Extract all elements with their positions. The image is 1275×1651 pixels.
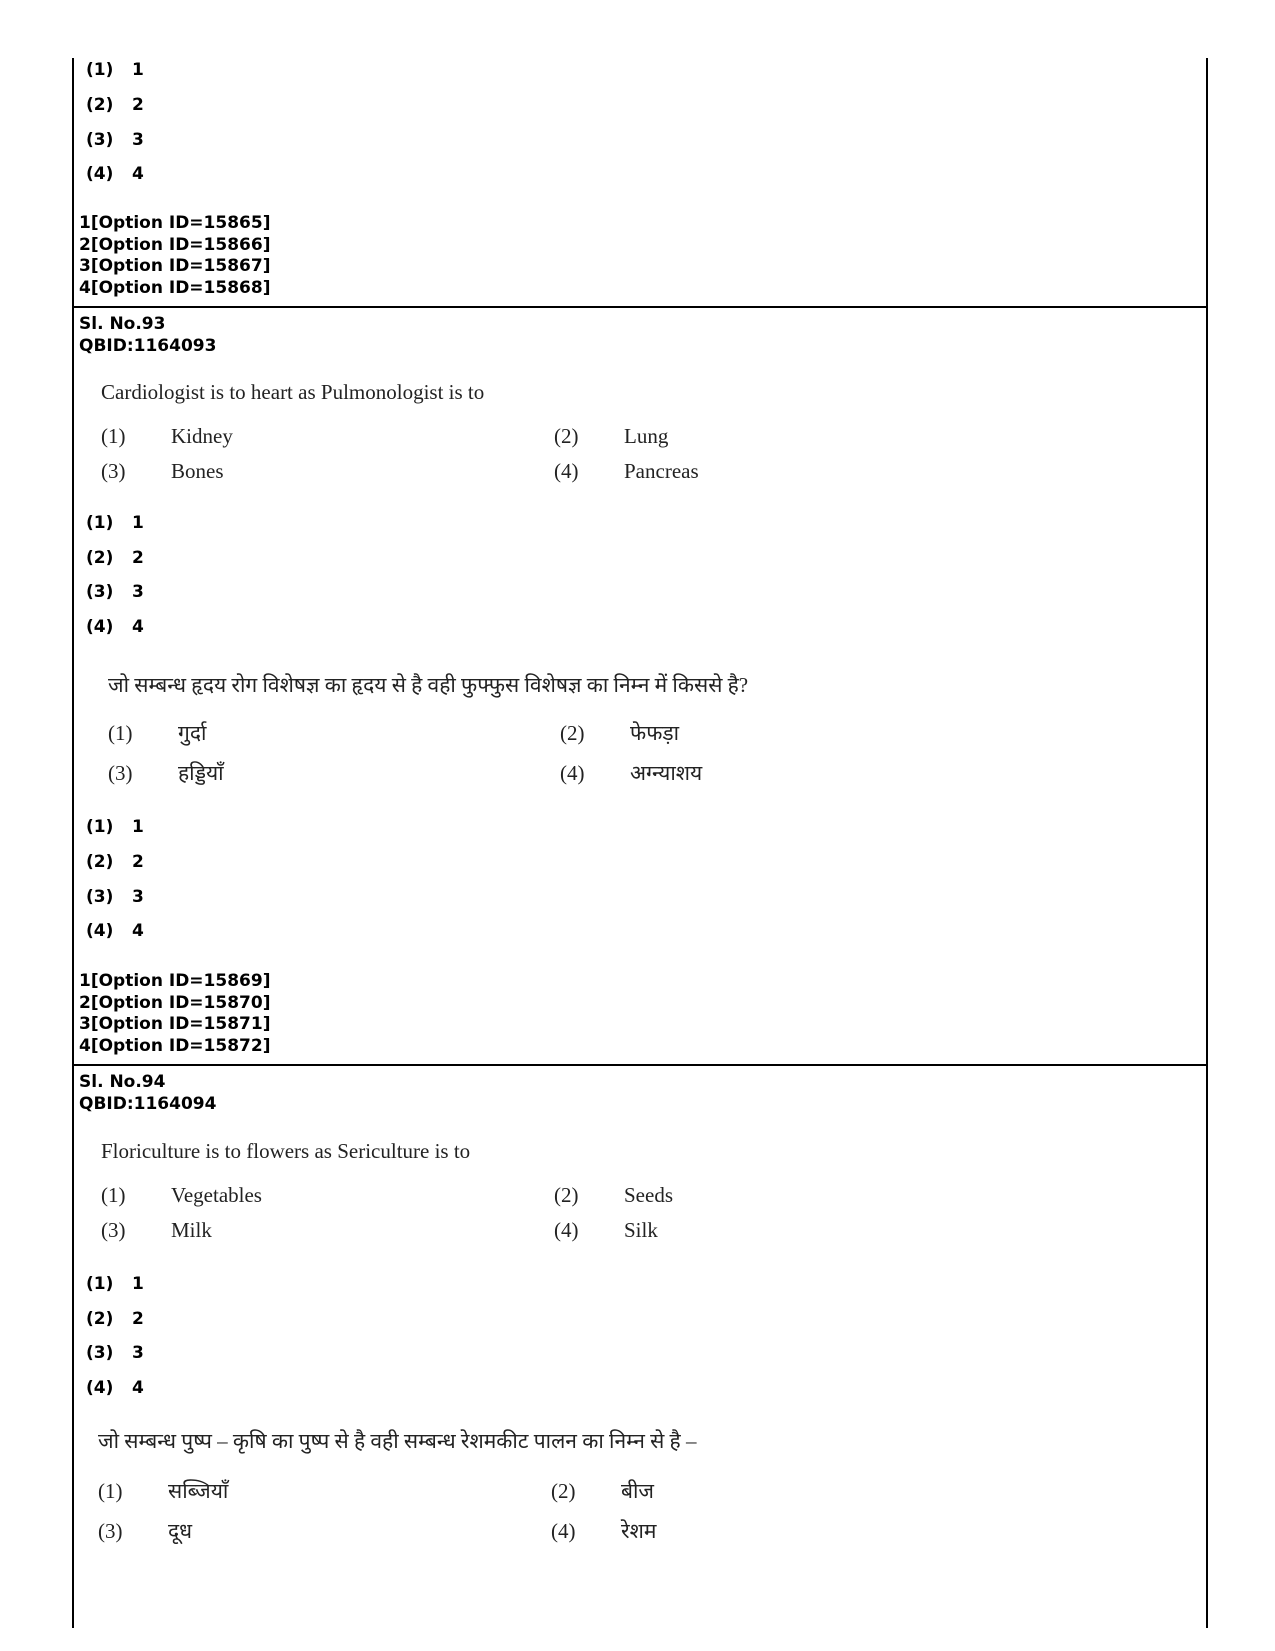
question-text-hi: जो सम्बन्ध पुष्प – कृषि का पुष्प से है वही सम्बन्ध रेशमकीट पालन का निम्न से है – (98, 1429, 697, 1453)
option-hi: (2) बीज (551, 1479, 655, 1503)
answer-option: (1) 1 (86, 1274, 144, 1294)
option-id: 2[Option ID=15870] (79, 992, 271, 1013)
answer-option: (3) 3 (86, 1343, 144, 1363)
answer-option: (1) 1 (86, 817, 144, 837)
qbid: QBID:1164094 (79, 1094, 217, 1114)
option-hi: (1) गुर्दा (108, 721, 207, 745)
answer-option: (2) 2 (86, 95, 144, 115)
option-id: 4[Option ID=15872] (79, 1035, 271, 1056)
option-en: (2) Lung (554, 424, 669, 448)
answer-option: (3) 3 (86, 887, 144, 907)
serial-number: Sl. No.94 (79, 1072, 166, 1092)
answer-option: (2) 2 (86, 548, 144, 568)
option-hi: (3) हड्डियाँ (108, 761, 224, 785)
qbid: QBID:1164093 (79, 336, 217, 356)
option-en: (2) Seeds (554, 1183, 673, 1207)
answer-option: (3) 3 (86, 582, 144, 602)
answer-option: (3) 3 (86, 130, 144, 150)
option-id: 1[Option ID=15869] (79, 971, 271, 991)
question-header (79, 1071, 216, 1115)
answer-option: (4) 4 (86, 617, 144, 637)
answer-option: (2) 2 (86, 1309, 144, 1329)
option-id-list (79, 213, 270, 299)
option-en: (3) Bones (101, 459, 224, 483)
answer-option: (1) 1 (86, 60, 144, 80)
option-en: (1) Kidney (101, 424, 233, 448)
option-hi: (4) अग्न्याशय (560, 761, 703, 785)
option-en: (4) Pancreas (554, 459, 699, 483)
answer-option: (1) 1 (86, 513, 144, 533)
question-text-en: Cardiologist is to heart as Pulmonologist is to (101, 380, 485, 404)
divider (72, 1064, 1208, 1066)
question-header (79, 313, 216, 357)
divider (72, 306, 1208, 308)
question-text-en: Floriculture is to flowers as Sericulture is to (101, 1139, 471, 1163)
option-id: 1[Option ID=15865] (79, 213, 271, 233)
option-hi: (2) फेफड़ा (560, 721, 680, 745)
option-en: (3) Milk (101, 1218, 212, 1242)
serial-number: Sl. No.93 (79, 314, 166, 334)
option-id: 2[Option ID=15866] (79, 234, 271, 255)
answer-option: (2) 2 (86, 852, 144, 872)
answer-option: (4) 4 (86, 164, 144, 184)
answer-option: (4) 4 (86, 1378, 144, 1398)
option-hi: (1) सब्जियाँ (98, 1479, 229, 1503)
answer-option: (4) 4 (86, 921, 144, 941)
option-hi: (3) दूध (98, 1519, 193, 1543)
question-text-hi: जो सम्बन्ध हृदय रोग विशेषज्ञ का हृदय से है वही फुफ्फुस विशेषज्ञ का निम्न में किससे है? (108, 673, 749, 697)
option-id: 3[Option ID=15871] (79, 1014, 271, 1034)
option-id: 3[Option ID=15867] (79, 256, 271, 276)
option-hi: (4) रेशम (551, 1519, 657, 1543)
option-id: 4[Option ID=15868] (79, 277, 271, 298)
option-en: (4) Silk (554, 1218, 658, 1242)
option-id-list (79, 971, 270, 1057)
option-en: (1) Vegetables (101, 1183, 262, 1207)
